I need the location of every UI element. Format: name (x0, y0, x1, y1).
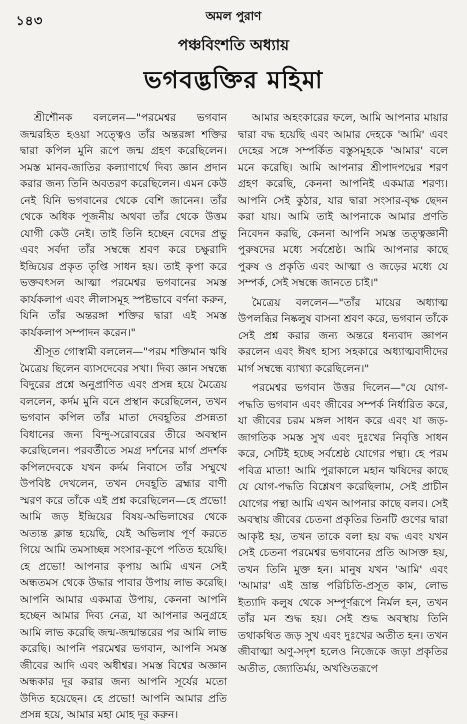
right-text-column (238, 110, 448, 675)
paragraph: পরমেশ্বর ভগবান উত্তর দিলেন—"যে যোগ-পদ্ধতি ভগবান এবং জীবের সম্পর্ক নির্ধারিত করে, যা জীবের চরম মঙ্গল সাধন করে এবং যা জড়-জাগতিক সমস্ত সুখ এবং দুঃখের নিবৃত্তি সাধন করে, সেটিই হচ্ছে সর্বশ্রেষ্ঠ যোগের পন্থা। হে পরম পবিত্র মাতা! আমি পুরাকালে মহান ঋষিদের কাছে যে যোগ-পদ্ধতি বিশ্লেষণ করেছিলাম, সেই প্রাচীন যোগের পন্থা আমি এখন আপনার কাছে বলব। সেই অবস্থায় জীবের চেতনা প্রকৃতির তিনটি গুণের দ্বারা আকৃষ্ট হয়, তখন তাকে বলা হয় বদ্ধ এবং যখন সেই চেতনা পরমেশ্বর ভগবানের প্রতি আসক্ত হয়, তখন তিনি মুক্ত হন। মানুষ যখন 'আমি' এবং 'আমার' এই ভ্রান্ত পরিচিতি-প্রসূত কাম, লোভ ইত্যাদি কলুষ থেকে সম্পূর্ণরূপে নির্মল হন, তখন তাঁর মন শুদ্ধ হয়। সেই শুদ্ধ অবস্থায় তিনি তথাকথিত জড় সুখ এবং দুঃখের অতীত হন। তখন জীবাত্মা অণু-সদৃশ হলেও নিজেকে জড়া প্রকৃতির অতীত, জ্যোতির্ময়, অখণ্ডিতরূপে (238, 382, 448, 675)
paragraph: শ্রীসূত গোস্বামী বললেন—"পরম শক্তিমান ঋষি মৈত্রেয় ছিলেন ব্যাসদেবের সখা। দিব্য জ্ঞান সম্বন্ধে বিদুরের প্রশ্নে অনুপ্রাণিত এবং প্রসন্ন হয়ে মৈত্রেয় বললেন, কর্দম মুনি বনে প্রস্থান করেছিলেন, তখন ভগবান কপিল তাঁর মাতা দেবহূতির প্রসন্নতা বিধানের জন্য বিন্দু-সরোবরের তীরে অবস্থান করেছিলেন। পরবর্তীতে সমগ্র দর্শনের মার্গ প্রদর্শক কপিলদেবকে যখন কর্দম নিবাসে তাঁর সম্মুখে উপবিষ্ট দেখলেন, তখন দেবহূতি ব্রহ্মার বাণী স্মরণ করে তাঁকে এই প্রশ্ন করেছিলেন—হে প্রভো! আমি জড় ইন্দ্রিয়ের বিষয়-অভিলাষের থেকে অত্যন্ত ক্লান্ত হয়েছি, যেই অভিলাষ পূর্ণ করতে গিয়ে আমি তমসাচ্ছন্ন সংসার-কূপে পতিত হয়েছি। হে প্রভো! আপনার কৃপায় আমি এখন সেই অন্ধতমস থেকে উদ্ধার পাবার উপায় লাভ করেছি। আপনি আমার একমাত্র উপায়, কেননা আপনি হচ্ছেন আমার দিব্য নেত্র, যা আপনার অনুগ্রহে আমি লাভ করেছি জন্ম-জন্মান্তরের পর আমি লাভ করেছি। আপনি পরমেশ্বর ভগবান, আপনি সমস্ত জীবের আদি এবং অধীশ্বর। সমস্ত বিশ্বের অজ্ঞান অন্ধকার দূর করার জন্য আপনি সূর্যের মতো উদিত হয়েছেন। হে প্রভো! আপনি আমার প্রতি প্রসন্ন হয়ে, আমার মহা মোহ দূর করুন। (20, 346, 227, 721)
paragraph: মৈত্রেয় বললেন—"তাঁর মায়ের অধ্যাত্ম উপলব্ধির নিষ্কলুষ বাসনা শ্রবণ করে, ভগবান তাঁকে সেই প্রশ্ন করার জন্য অন্তরে ধন্যবাদ জ্ঞাপন করলেন এবং ঈষৎ হাস্য সহকারে অধ্যাত্মবাদীদের মার্গ সম্বন্ধে ব্যাখ্যা করেছিলেন।" (238, 296, 448, 375)
chapter-title: ভগবদ্ভক্তির মহিমা (143, 65, 324, 94)
running-head-book-title: অমল পুরাণ (205, 9, 262, 23)
chapter-number-heading: পঞ্চবিংশতি অধ্যায় (178, 36, 289, 54)
paragraph: শ্রীশৌনক বললেন—"পরমেশ্বর ভগবান জন্মরহিত হওয়া সত্ত্বেও তাঁর অন্তরঙ্গা শক্তির দ্বারা কপিল মুনি রূপে জন্ম গ্রহণ করেছিলেন। সমস্ত মানব-জাতির কল্যাণার্থে দিব্য জ্ঞান প্রদান করার জন্য তিনি অবতরণ করেছিলেন। এমন কেউ নেই যিনি ভগবানের থেকে বেশি জানেন। তাঁর থেকে অধিক পূজনীয় অথবা তাঁর থেকে উত্তম যোগী কেউ নেই। তাই তিনি হচ্ছেন বেদের প্রভু এবং সর্বদা তাঁর সম্বন্ধে শ্রবণ করে চক্ষুরাদি ইন্দ্রিয়ের প্রকৃত তৃপ্তি সাধন হয়। তাই কৃপা করে ভক্তবৎসল আত্মা পরমেশ্বর ভগবানের সমস্ত কার্যকলাপ এবং লীলাসমূহ স্পষ্টভাবে বর্ণনা করুন, যিনি তাঁর অন্তরঙ্গা শক্তির দ্বারা এই সমস্ত কার্যকলাপ সম্পাদন করেন।" (20, 112, 227, 339)
left-text-column (20, 110, 227, 721)
paragraph: আমার অহংকারের ফলে, আমি আপনার মায়ার দ্বারা বদ্ধ হয়েছি এবং আমার দেহকে 'আমি' এবং দেহের সঙ্গে সম্পর্কিত বস্তুসমূহকে 'আমার' বলে মনে করেছি। আমি আপনার শ্রীপাদপদ্মের শরণ গ্রহণ করেছি, কেননা আপনিই একমাত্র শরণ্য। আপনি সেই কুঠার, যার দ্বারা সংসার-বৃক্ষ ছেদন করা যায়। আমি তাই আপনাকে আমার প্রণতি নিবেদন করছি, কেননা আপনি সমস্ত তত্ত্বজ্ঞানী পুরুষদের মধ্যে সর্বশ্রেষ্ঠ। আমি আপনার কাছে পুরুষ ও প্রকৃতি এবং আত্মা ও জড়ের মধ্যে যে সম্পর্ক, সেই সম্বন্ধে জানতে চাই।" (238, 112, 448, 289)
page-number: ১৪৩ (16, 14, 43, 29)
